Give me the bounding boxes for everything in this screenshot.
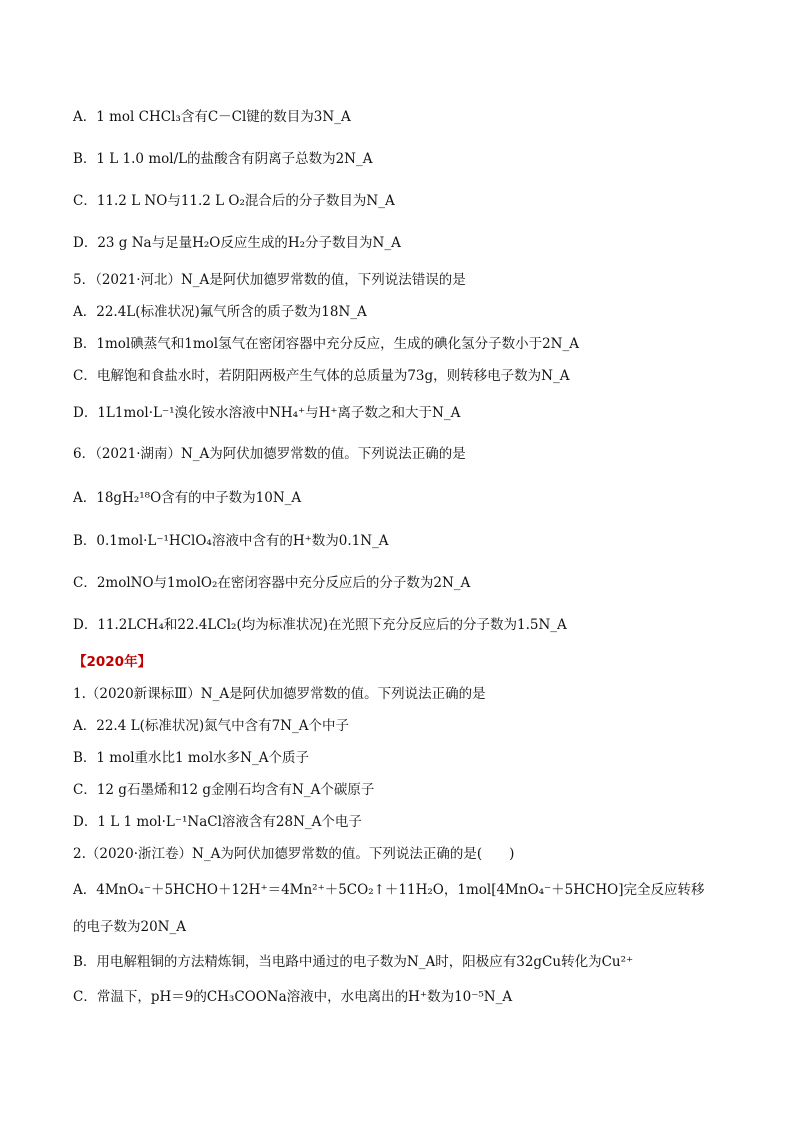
section-heading-2020: 【2020年】 [73, 654, 152, 670]
p2-option-b: B．用电解粗铜的方法精炼铜，当电路中通过的电子数为N_A时，阳极应有32gCu转化为Cu²⁺ [73, 954, 634, 970]
p1-option-a: A．22.4 L(标准状况)氮气中含有7N_A个中子 [73, 718, 349, 734]
question-2020-2-stem: 2.（2020·浙江卷）N_A为阿伏加德罗常数的值。下列说法正确的是( ) [73, 846, 515, 862]
q6-option-a: A．18gH₂¹⁸O含有的中子数为10N_A [73, 490, 302, 506]
q5-option-c: C．电解饱和食盐水时，若阴阳两极产生气体的总质量为73g，则转移电子数为N_A [73, 368, 570, 384]
q4-option-a: A．1 mol CHCl₃含有C－Cl键的数目为3N_A [73, 109, 351, 125]
p2-option-a: A．4MnO₄⁻＋5HCHO＋12H⁺＝4Mn²⁺＋5CO₂↑＋11H₂O，1mol[4MnO₄⁻＋5HCHO]完全反应转移 [73, 882, 705, 898]
q5-option-b: B．1mol碘蒸气和1mol氢气在密闭容器中充分反应，生成的碘化氢分子数小于2N_A [73, 336, 579, 352]
q6-option-c: C．2molNO与1molO₂在密闭容器中充分反应后的分子数为2N_A [73, 575, 471, 591]
p1-option-b: B．1 mol重水比1 mol水多N_A个质子 [73, 750, 309, 766]
question-6-stem: 6．（2021·湖南）N_A为阿伏加德罗常数的值。下列说法正确的是 [73, 446, 466, 462]
p1-option-d: D．1 L 1 mol·L⁻¹NaCl溶液含有28N_A个电子 [73, 814, 362, 830]
p2-option-c: C．常温下，pH＝9的CH₃COONa溶液中，水电离出的H⁺数为10⁻⁵N_A [73, 989, 513, 1005]
q4-option-d: D．23 g Na与足量H₂O反应生成的H₂分子数目为N_A [73, 235, 401, 251]
q6-option-d: D．11.2LCH₄和22.4LCl₂(均为标准状况)在光照下充分反应后的分子数为1.5N_A [73, 617, 567, 633]
q5-option-a: A．22.4L(标准状况)氟气所含的质子数为18N_A [73, 304, 367, 320]
q5-option-d: D．1L1mol·L⁻¹溴化铵水溶液中NH₄⁺与H⁺离子数之和大于N_A [73, 405, 461, 421]
question-2020-1-stem: 1.（2020新课标Ⅲ）N_A是阿伏加德罗常数的值。下列说法正确的是 [73, 686, 486, 702]
p2-option-a-cont: 的电子数为20N_A [73, 919, 186, 935]
q6-option-b: B．0.1mol·L⁻¹HClO₄溶液中含有的H⁺数为0.1N_A [73, 533, 389, 549]
question-5-stem: 5．（2021·河北）N_A是阿伏加德罗常数的值，下列说法错误的是 [73, 272, 466, 288]
p1-option-c: C．12 g石墨烯和12 g金刚石均含有N_A个碳原子 [73, 782, 375, 798]
q4-option-c: C．11.2 L NO与11.2 L O₂混合后的分子数目为N_A [73, 193, 395, 209]
q4-option-b: B．1 L 1.0 mol/L的盐酸含有阴离子总数为2N_A [73, 151, 373, 167]
